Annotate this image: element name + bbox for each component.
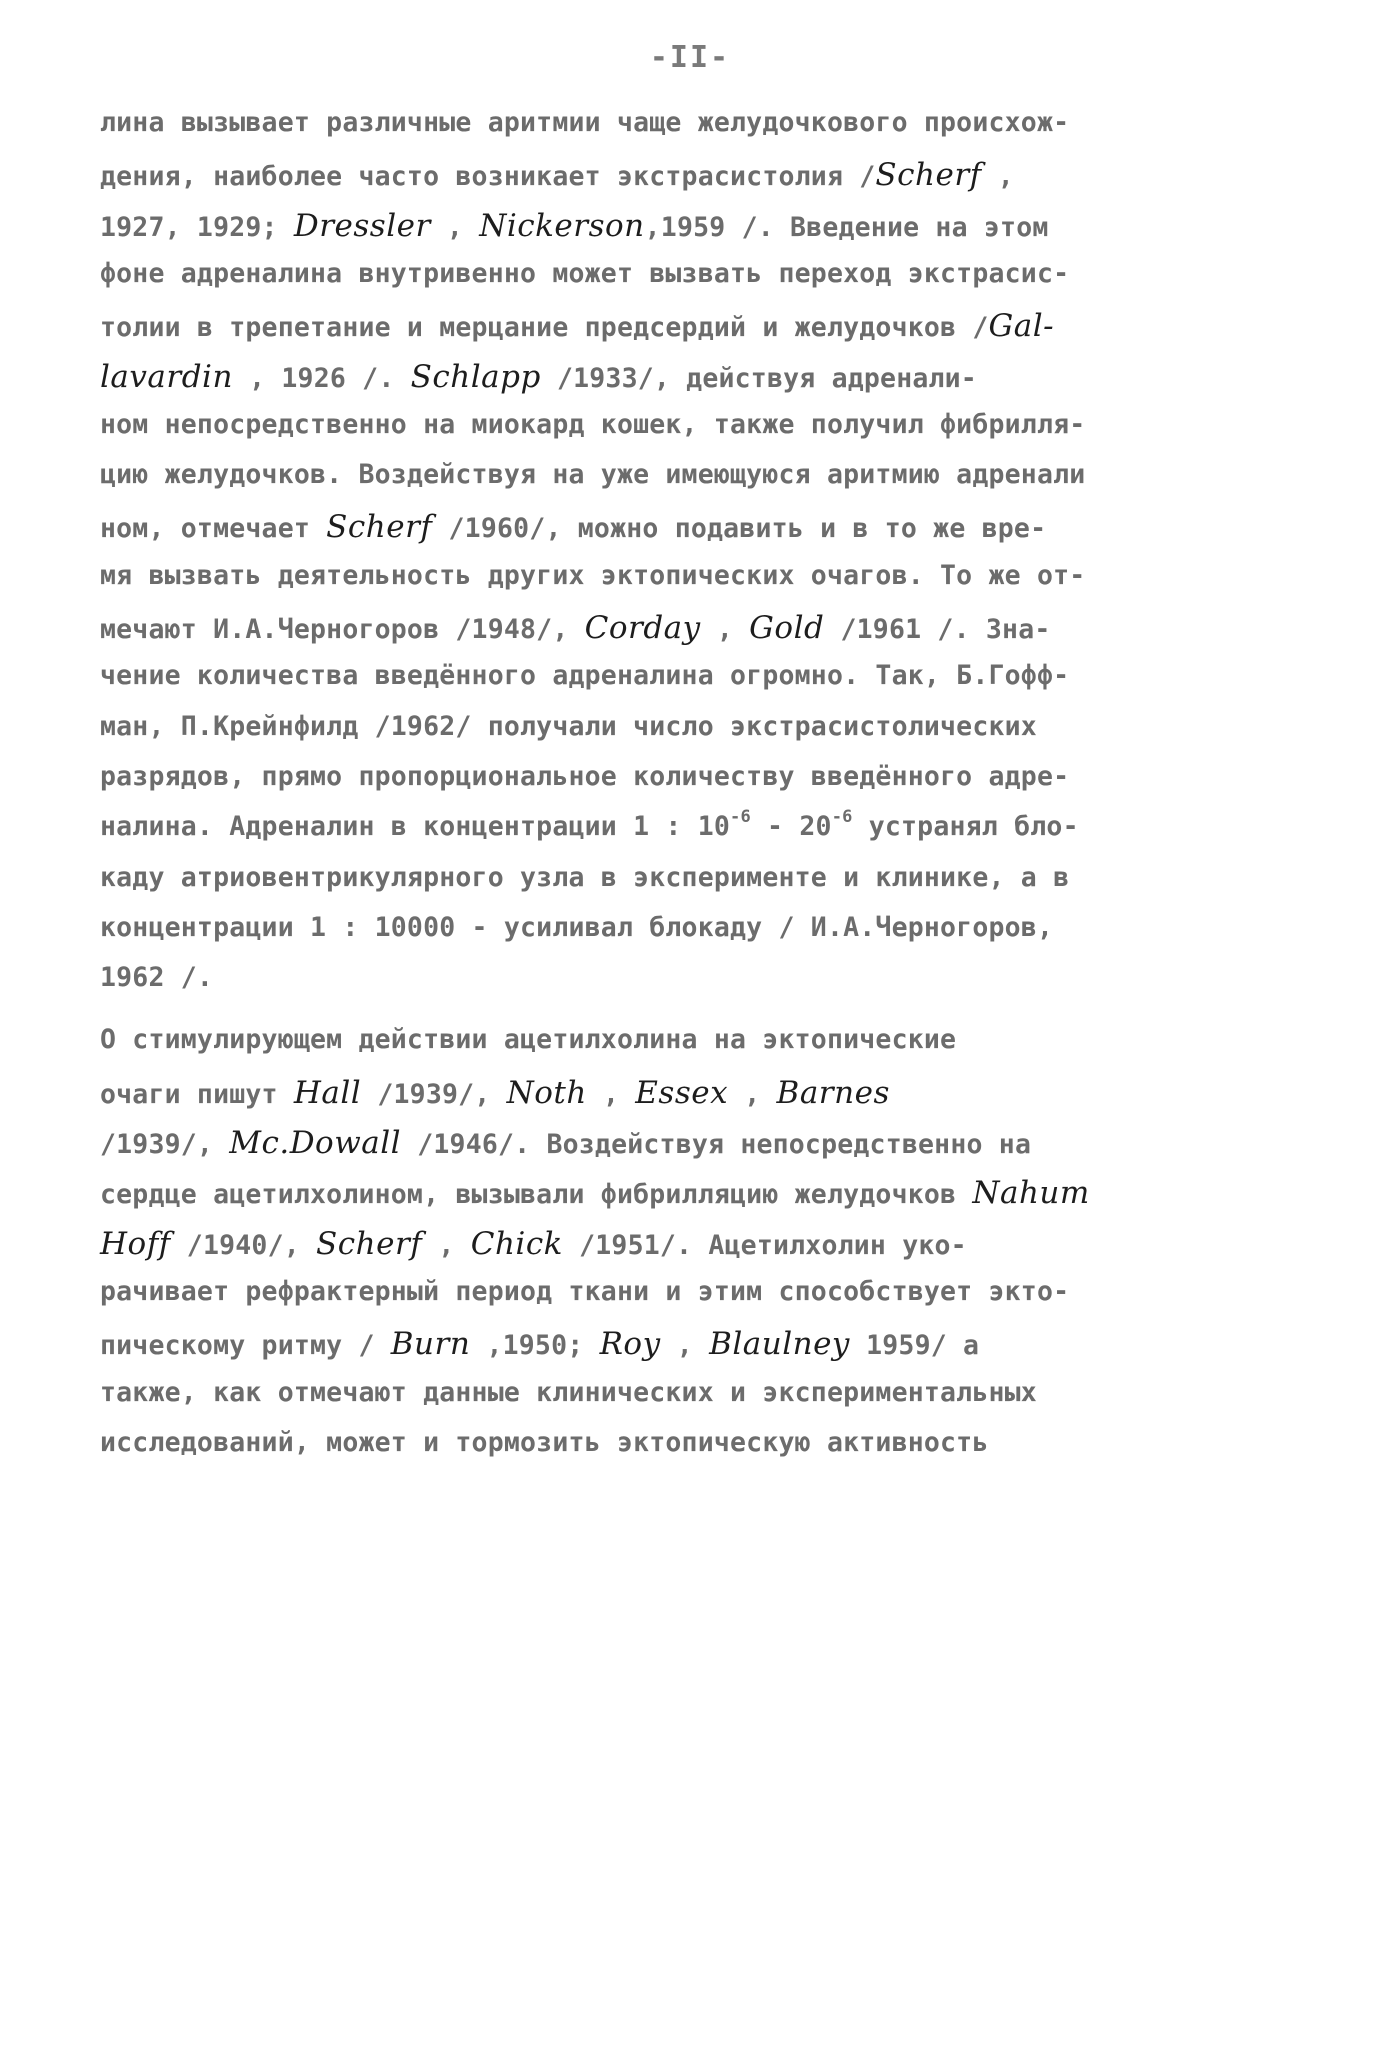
text-line [100,157,1014,194]
typed-text: ,1950; [470,1330,600,1362]
handwritten-name: Gold [749,610,825,646]
typed-text: мечают И.А.Черногоров /1948/, [100,614,585,645]
typed-text: , [700,614,750,645]
typed-text: ном непосредственно на миокард кошек, также получил фибрилля- [100,408,1086,440]
typed-text: 1962 /. [100,962,214,994]
handwritten-name: Scherf [316,1225,423,1262]
typed-text: пическому ритму / [100,1330,391,1362]
typed-text: , [430,211,480,243]
text-line [100,1225,967,1262]
typed-text: , [586,1078,636,1110]
typed-text: ,1959 /. Введение на этом [644,211,1049,243]
typed-text: налина. Адреналин в концентрации 1 : 10 [100,811,731,843]
handwritten-name: Scherf [326,509,433,546]
text-line [100,1074,890,1111]
superscript: -6 [730,807,751,828]
typed-text: ном, отмечает [100,513,327,545]
handwritten-name: Gal- [988,308,1055,345]
typed-text: чение количества введённого адреналина огромно. Так, Б.Гофф- [100,660,1070,692]
text-line [100,107,1070,138]
handwritten-name: Nickerson [479,207,645,244]
typed-text: каду атриовентрикулярного узла в эксперименте и клинике, а в [100,861,1070,893]
handwritten-name: Burn [390,1326,471,1363]
typed-text: /1960/, можно подавить и в то же вре- [432,513,1047,545]
typed-text: /1939/, [100,1129,230,1160]
typed-text: /1951/. Ацетилхолин уко- [562,1229,967,1261]
typed-text: /1946/. Воздействуя непосредственно на [401,1129,1032,1160]
typed-text: 1959/ а [849,1330,980,1362]
typed-text: цию желудочков. Воздействуя на уже имеющуюся аритмию адренали [100,459,1086,491]
handwritten-name: Corday [584,610,701,646]
text-line [100,861,1070,893]
text-line [100,358,977,395]
typed-text: рачивает рефрактерный период ткани и этим способствует экто- [100,1275,1070,1307]
typed-text: , [660,1330,710,1362]
text-line [100,1376,1037,1408]
text-line [100,308,1055,345]
typed-text: 1927, 1929; [100,211,294,243]
typed-text: , [728,1078,777,1110]
handwritten-name: Schlapp [410,358,541,395]
typed-text: ман, П.Крейнфилд /1962/ получали число экстрасистолических [100,710,1037,742]
typed-text: также, как отмечают данные клинических и экспериментальных [100,1376,1037,1408]
handwritten-name: Essex [635,1074,729,1111]
handwritten-name: Barnes [776,1074,890,1111]
typed-text: мя вызвать деятельность других эктопических очагов. То же от- [100,559,1086,591]
typed-text: толии в трепетание и мерцание предсердий и желудочков / [100,312,989,344]
text-line [100,408,1086,440]
typed-text: лина вызывает различные аритмии чаще желудочкового происхож- [100,107,1070,138]
text-line [100,509,1047,546]
text-line [100,807,1079,843]
handwritten-name: Nahum [972,1175,1090,1212]
typed-text: очаги пишут [100,1078,294,1110]
text-line [100,1275,1070,1307]
typed-text: - 20 [750,811,832,843]
text-line [100,1175,1090,1212]
handwritten-name: Noth [506,1074,587,1111]
text-line [100,459,1086,491]
handwritten-name: Mc.Dowall [229,1125,402,1161]
text-line [100,710,1037,742]
handwritten-name: Hoff [100,1225,171,1262]
text-line [100,1426,989,1458]
text-line [100,1024,957,1056]
text-line [100,559,1086,591]
typed-text: исследований, может и тормозить эктопическую активность [100,1426,989,1458]
text-line [100,962,214,994]
text-line [100,911,1054,943]
handwritten-name: lavardin [100,358,233,395]
handwritten-name: Roy [599,1326,661,1363]
handwritten-name: Scherf [875,157,982,194]
typed-text: , [422,1229,471,1261]
typed-text: О стимулирующем действии ацетилхолина на эктопические [100,1024,957,1056]
typed-text: /1939/, [361,1078,507,1110]
handwritten-name: Dressler [293,207,431,244]
typed-text: /1940/, [170,1229,317,1261]
typed-text: разрядов, прямо пропорциональное количеству введённого адре- [100,760,1070,792]
typed-text: фоне адреналина внутривенно может вызвать переход экстрасис- [100,257,1070,289]
superscript: -6 [831,807,853,828]
typed-text: , [981,161,1014,193]
typed-text: устранял бло- [852,811,1079,843]
typed-text: концентрации 1 : 10000 - усиливал блокаду / И.А.Черногоров, [100,911,1054,943]
text-line [100,660,1070,692]
page-number: -II- [649,40,731,75]
handwritten-name: Hall [293,1074,362,1111]
typed-text: дения, наиболее часто возникает экстрасистолия / [100,161,876,193]
typed-text: /1961 /. Зна- [824,614,1051,645]
typed-text: /1933/, действуя адренали- [540,362,977,394]
typed-text: сердце ацетилхолином, вызывали фибрилляцию желудочков [100,1179,973,1211]
handwritten-name: Chick [470,1225,563,1262]
text-line [100,1125,1032,1161]
text-line [100,207,1049,244]
text-line [100,760,1070,792]
text-line [100,1326,980,1363]
text-line [100,610,1051,646]
text-line [100,257,1070,289]
typed-text: , 1926 /. [232,362,411,394]
handwritten-name: Blaulney [709,1326,850,1363]
